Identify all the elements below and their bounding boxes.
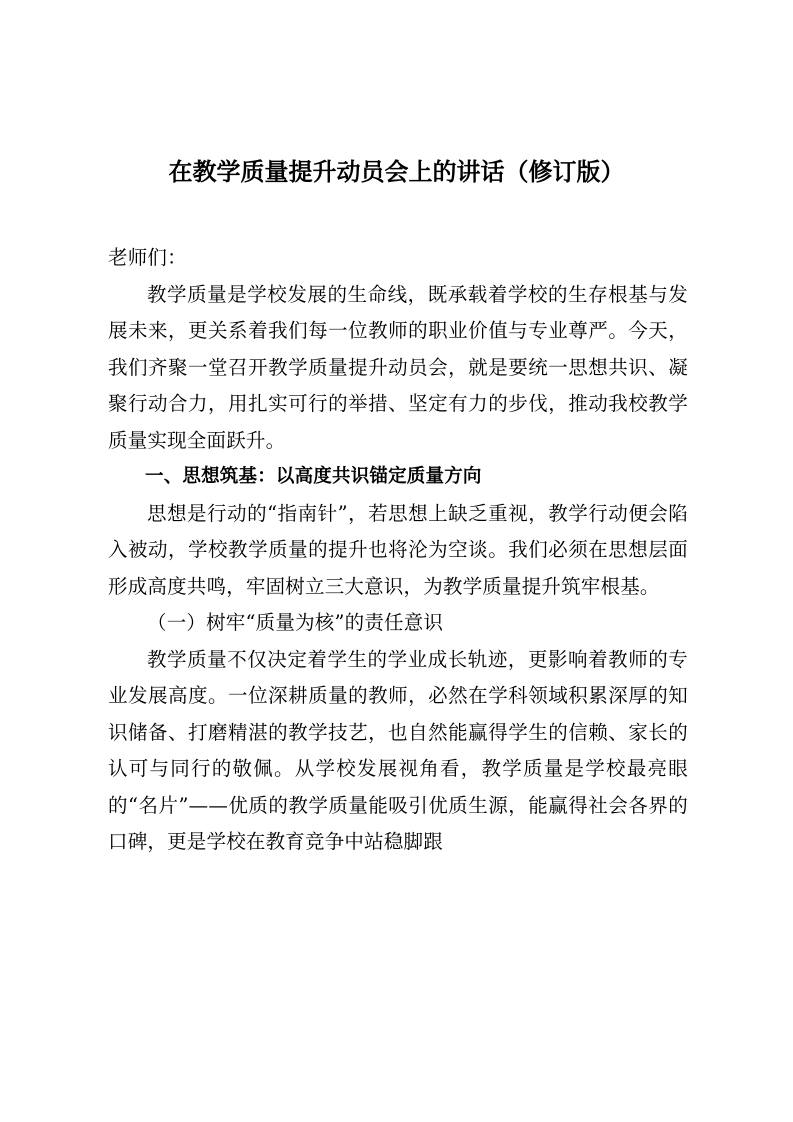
intro-paragraph: 教学质量是学校发展的生命线，既承载着学校的生存根基与发展未来，更关系着我们每一位教师的职业价值与专业尊严。今天，我们齐聚一堂召开教学质量提升动员会，就是要统一思想共识、凝聚行动合力，用扎实可行的举措、坚定有力的步伐，推动我校教学质量实现全面跃升。 <box>108 282 688 452</box>
subsection-1-heading: （一）树牢“质量为核”的责任意识 <box>147 611 444 634</box>
document-body <box>108 240 688 861</box>
salutation: 老师们： <box>108 246 187 269</box>
document-title: 在教学质量提升动员会上的讲话（修订版） <box>168 158 625 186</box>
subsection-1-paragraph: 教学质量不仅决定着学生的学业成长轨迹，更影响着教师的专业发展高度。一位深耕质量的教师，必然在学科领域积累深厚的知识储备、打磨精湛的教学技艺，也自然能赢得学生的信赖、家长的认可与同行的敬佩。从学校发展视角看，教学质量是学校最亮眼的“名片”——优质的教学质量能吸引优质生源，能赢得社会各界的口碑，更是学校在教育竞争中站稳脚跟 <box>108 647 688 853</box>
section-1-paragraph: 思想是行动的“指南针”，若思想上缺乏重视，教学行动便会陷入被动，学校教学质量的提升也将沦为空谈。我们必须在思想层面形成高度共鸣，牢固树立三大意识，为教学质量提升筑牢根基。 <box>108 501 688 598</box>
section-1-heading: 一、思想筑基：以高度共识锚定质量方向 <box>145 466 482 487</box>
